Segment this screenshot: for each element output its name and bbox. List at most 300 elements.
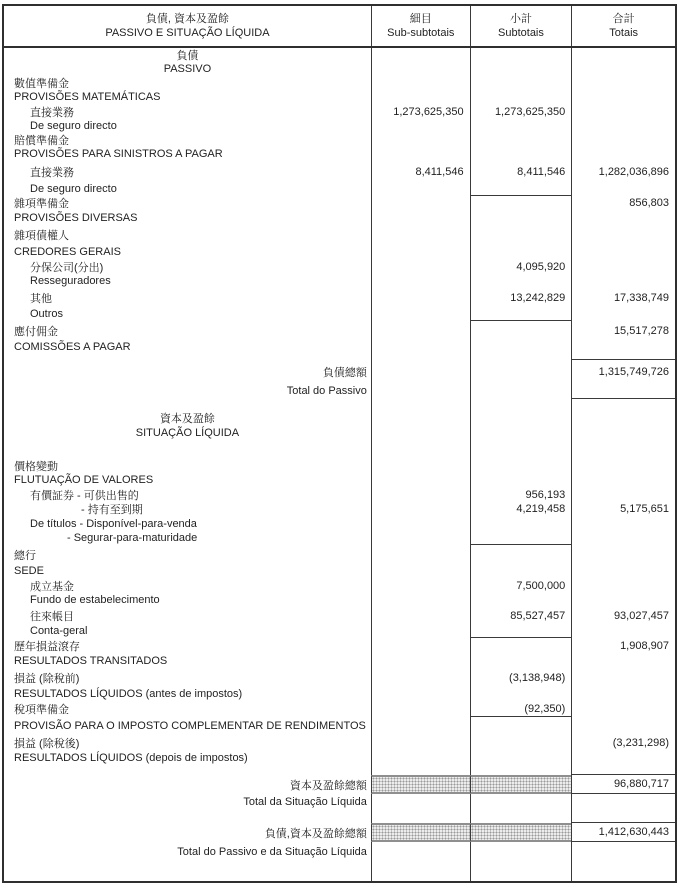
header-col1-zh: 細目 [409,13,432,25]
header-totals-column [571,6,675,46]
subtotal-value: 4,219,458 [470,502,572,516]
table-row [4,383,675,399]
total-value: 1,282,036,896 [571,161,675,182]
row-label: Resseguradores [30,275,111,287]
total-value [571,564,675,578]
row-label-cell [4,654,371,668]
row-label-cell [4,459,371,473]
row-label: 成立基金 [30,580,74,593]
sub-subtotal-value [371,119,470,133]
table-header [4,6,675,48]
table-row [4,196,675,210]
total-value: (3,231,298) [571,734,675,751]
total-value [571,411,675,425]
total-value [571,133,675,147]
row-label: 直接業務 [30,166,74,179]
subtotal-value [470,624,572,638]
total-value [571,383,675,399]
sub-subtotal-value [371,196,470,210]
row-label-cell [4,340,371,354]
row-label-cell [4,717,371,734]
subtotal-value [470,593,572,607]
row-label-cell [4,593,371,607]
row-label-cell [4,751,371,765]
row-label-cell [4,210,371,225]
sub-subtotal-value [371,545,470,564]
row-label: Conta-geral [30,625,88,637]
table-row [4,701,675,717]
row-label: 總行 [14,549,36,562]
row-label-cell [4,245,371,259]
row-label: 雜項準備金 [14,198,69,210]
subtotal-value [470,383,572,399]
table-row [4,411,675,425]
row-label: 分保公司(分出) [30,261,104,274]
row-label: RESULTADOS LÍQUIDOS (antes de impostos) [14,688,243,700]
total-value [571,307,675,321]
sub-subtotal-value [371,90,470,104]
row-label: 負債 [176,50,199,62]
sub-subtotal-value [371,502,470,516]
sub-subtotal-value [371,593,470,607]
total-value [571,717,675,734]
sub-subtotal-value [371,62,470,76]
row-label-cell [4,119,371,133]
table-row [4,425,675,440]
row-label-cell [4,440,371,459]
total-value: 93,027,457 [571,607,675,624]
subtotal-value [470,842,572,861]
row-label: 資本及盈餘總額 [289,779,367,792]
table-row [4,502,675,516]
sub-subtotal-value [371,794,470,810]
table-row [4,473,675,487]
subtotal-value: 13,242,829 [470,288,572,307]
header-desc-pt: PASSIVO E SITUAÇÃO LÍQUIDA [105,27,270,39]
sub-subtotal-value [371,734,470,751]
total-value [571,225,675,245]
total-value [571,842,675,861]
sub-subtotal-value [371,861,470,881]
subtotal-value [470,810,572,823]
row-label-cell [4,473,371,487]
row-label: De títulos - Disponível-para-venda [30,517,197,530]
row-label-cell [4,383,371,399]
total-value [571,245,675,259]
row-label: De seguro directo [30,120,117,132]
sub-subtotal-value [371,274,470,288]
row-label-cell [4,734,371,751]
total-value [571,624,675,638]
row-label-cell [4,274,371,288]
total-value [571,701,675,717]
header-desc-zh: 負債, 資本及盈餘 [145,13,230,25]
row-label-cell [4,531,371,545]
table-row [4,654,675,668]
table-row [4,62,675,76]
row-label: COMISSÕES A PAGAR [14,341,131,353]
subtotal-value [470,654,572,668]
row-label: De seguro directo [30,183,117,195]
subtotal-value [470,62,572,76]
sub-subtotal-value [371,717,470,734]
sub-subtotal-value [371,76,470,90]
sub-subtotal-value [371,459,470,473]
subtotal-value [470,411,572,425]
row-label-cell [4,516,371,531]
table-row [4,717,675,734]
row-label: 雜項債權人 [14,230,69,242]
subtotal-value [470,76,572,90]
row-label-cell [4,161,371,182]
table-row [4,765,675,775]
total-value [571,340,675,354]
row-label: - 持有至到期 [81,504,143,516]
subtotal-value [470,751,572,765]
table-row [4,210,675,225]
table-row [4,687,675,701]
sub-subtotal-value [371,340,470,354]
header-col3-pt: Totais [609,27,639,39]
header-subtotals-column [470,6,572,46]
row-label-cell [4,307,371,321]
subtotal-value [470,225,572,245]
table-row [4,593,675,607]
row-label-cell [4,607,371,624]
sub-subtotal-value [371,321,470,340]
subtotal-value [470,734,572,751]
subtotal-value [470,90,572,104]
row-label: 資本及盈餘 [159,413,215,425]
table-row [4,516,675,531]
subtotal-value [470,245,572,259]
subtotal-value [470,274,572,288]
row-label-cell [4,133,371,147]
sub-subtotal-value [371,624,470,638]
row-label-cell [4,842,371,861]
subtotal-value [470,823,572,842]
table-row [4,76,675,90]
row-label-cell [4,638,371,654]
sub-subtotal-value [371,578,470,593]
table-row [4,360,675,383]
subtotal-value [470,531,572,545]
table-row [4,399,675,411]
table-row [4,321,675,340]
subtotal-value: 85,527,457 [470,607,572,624]
row-label: PROVISÕES DIVERSAS [14,211,138,224]
sub-subtotal-value [371,182,470,196]
row-label: PROVISÕES PARA SINISTROS A PAGAR [14,148,223,160]
sub-subtotal-value [371,775,470,794]
passivo-table [2,4,677,883]
row-label: RESULTADOS LÍQUIDOS (depois de impostos) [14,752,248,764]
sub-subtotal-value [371,687,470,701]
total-value [571,48,675,62]
table-row [4,307,675,321]
row-label-cell [4,578,371,593]
total-value [571,147,675,161]
row-label: SITUAÇÃO LÍQUIDA [135,426,240,439]
row-label-cell [4,360,371,383]
table-row [4,607,675,624]
subtotal-value [470,638,572,654]
total-value [571,399,675,411]
row-label: 損益 (除稅後) [14,737,80,750]
total-value [571,210,675,225]
table-row [4,861,675,881]
subtotal-value: 956,193 [470,487,572,502]
row-label-cell [4,775,371,794]
row-label: 價格變動 [14,461,58,473]
table-row [4,119,675,133]
row-label-cell [4,225,371,245]
row-label-cell [4,545,371,564]
total-value [571,62,675,76]
table-row [4,775,675,794]
header-sub-subtotals-column [371,6,470,46]
total-value [571,76,675,90]
row-label: CREDORES GERAIS [14,246,121,258]
total-value [571,104,675,119]
total-value [571,593,675,607]
row-label-cell [4,502,371,516]
table-row [4,564,675,578]
row-label-cell [4,701,371,717]
total-value: 15,517,278 [571,321,675,340]
subtotal-value [470,147,572,161]
row-label: 歷年損益滾存 [14,641,80,653]
header-col2-zh: 小計 [509,13,532,25]
total-value [571,473,675,487]
table-row [4,440,675,459]
total-value: 1,412,630,443 [571,823,675,842]
sub-subtotal-value [371,288,470,307]
row-label: 稅項準備金 [14,704,69,716]
row-label-cell [4,487,371,502]
row-label: Fundo de estabelecimento [30,594,160,606]
total-value [571,578,675,593]
table-row [4,624,675,638]
row-label-cell [4,810,371,823]
table-row [4,245,675,259]
total-value [571,90,675,104]
row-label: Total da Situação Líquida [243,796,367,808]
sub-subtotal-value [371,440,470,459]
row-label-cell [4,76,371,90]
row-label-cell [4,48,371,62]
subtotal-value: (3,138,948) [470,668,572,687]
table-row [4,274,675,288]
subtotal-value [470,360,572,383]
row-label: 賠償準備金 [14,135,69,147]
sub-subtotal-value [371,473,470,487]
total-value [571,182,675,196]
total-value [571,425,675,440]
total-value [571,687,675,701]
table-row [4,340,675,354]
sub-subtotal-value [371,399,470,411]
sub-subtotal-value [371,810,470,823]
sub-subtotal-value [371,842,470,861]
table-row [4,147,675,161]
subtotal-value [470,196,572,210]
row-label-cell [4,425,371,440]
sub-subtotal-value [371,564,470,578]
total-value [571,516,675,531]
sub-subtotal-value [371,425,470,440]
subtotal-value [470,399,572,411]
total-value [571,668,675,687]
table-row [4,259,675,274]
subtotal-value [470,459,572,473]
table-row [4,668,675,687]
sub-subtotal-value [371,638,470,654]
subtotal-value: (92,350) [470,701,572,717]
row-label: 有價証券 - 可供出售的 [30,489,139,502]
row-label: Total do Passivo [286,385,367,397]
subtotal-value [470,473,572,487]
table-row [4,133,675,147]
subtotal-value [470,48,572,62]
subtotal-value [470,210,572,225]
row-label-cell [4,624,371,638]
sub-subtotal-value [371,307,470,321]
subtotal-value [470,564,572,578]
sub-subtotal-value [371,383,470,399]
header-description-column [4,6,371,46]
sub-subtotal-value: 1,273,625,350 [371,104,470,119]
table-row [4,90,675,104]
row-label-cell [4,411,371,425]
table-row [4,638,675,654]
subtotal-value [470,775,572,794]
sub-subtotal-value [371,411,470,425]
row-label: - Segurar-para-maturidade [67,532,198,544]
subtotal-value [470,687,572,701]
sub-subtotal-value [371,133,470,147]
row-label-cell [4,147,371,161]
row-label: PROVISÃO PARA O IMPOSTO COMPLEMENTAR DE RENDIMENTOS [14,719,366,732]
sub-subtotal-value [371,147,470,161]
sub-subtotal-value [371,259,470,274]
row-label-cell [4,321,371,340]
total-value [571,531,675,545]
sub-subtotal-value [371,487,470,502]
subtotal-value [470,182,572,196]
total-value [571,259,675,274]
subtotal-value [470,516,572,531]
sub-subtotal-value [371,668,470,687]
table-row [4,810,675,823]
subtotal-value [470,340,572,354]
subtotal-value [470,717,572,734]
subtotal-value [470,307,572,321]
subtotal-value [470,861,572,881]
sub-subtotal-value: 8,411,546 [371,161,470,182]
subtotal-value [470,425,572,440]
total-value [571,487,675,502]
table-row [4,842,675,861]
sub-subtotal-value [371,210,470,225]
subtotal-value [470,765,572,775]
row-label: 直接業務 [30,106,74,119]
subtotal-value: 1,273,625,350 [470,104,572,119]
table-body [4,48,675,881]
row-label: 往來帳目 [30,610,74,623]
total-value [571,765,675,775]
table-row [4,545,675,564]
table-row [4,459,675,473]
row-label-cell [4,288,371,307]
sub-subtotal-value [371,654,470,668]
row-label-cell [4,90,371,104]
sub-subtotal-value [371,516,470,531]
row-label-cell [4,196,371,210]
row-label-cell [4,564,371,578]
sub-subtotal-value [371,48,470,62]
total-value [571,751,675,765]
subtotal-value: 8,411,546 [470,161,572,182]
row-label-cell [4,823,371,842]
sub-subtotal-value [371,245,470,259]
table-row [4,288,675,307]
table-row [4,104,675,119]
row-label: 負債,資本及盈餘總額 [264,827,367,840]
sub-subtotal-value [371,531,470,545]
total-value [571,459,675,473]
header-col2-pt: Subtotais [498,27,544,39]
sub-subtotal-value [371,360,470,383]
row-label-cell [4,259,371,274]
total-value [571,119,675,133]
total-value [571,861,675,881]
total-value: 96,880,717 [571,775,675,794]
row-label: Outros [30,308,64,320]
row-label: 數值準備金 [14,78,69,90]
row-label-cell [4,104,371,119]
total-value: 17,338,749 [571,288,675,307]
sub-subtotal-value [371,225,470,245]
table-row [4,531,675,545]
table-row [4,487,675,502]
total-value [571,274,675,288]
row-label-cell [4,861,371,881]
total-value: 856,803 [571,196,675,210]
row-label: 損益 (除稅前) [14,672,80,685]
row-label: SEDE [14,565,44,577]
subtotal-value: 7,500,000 [470,578,572,593]
row-label: PROVISÕES MATEMÁTICAS [14,91,161,103]
table-row [4,751,675,765]
total-value [571,810,675,823]
row-label: 其他 [30,292,52,305]
total-value: 1,315,749,726 [571,360,675,383]
table-row [4,578,675,593]
header-col1-pt: Sub-subtotais [387,27,455,39]
total-value [571,545,675,564]
table-row [4,225,675,245]
row-label: 應付佣金 [14,325,58,338]
total-value: 5,175,651 [571,502,675,516]
row-label-cell [4,687,371,701]
total-value [571,654,675,668]
sub-subtotal-value [371,607,470,624]
sub-subtotal-value [371,823,470,842]
table-row [4,823,675,842]
row-label-cell [4,668,371,687]
row-label-cell [4,794,371,810]
